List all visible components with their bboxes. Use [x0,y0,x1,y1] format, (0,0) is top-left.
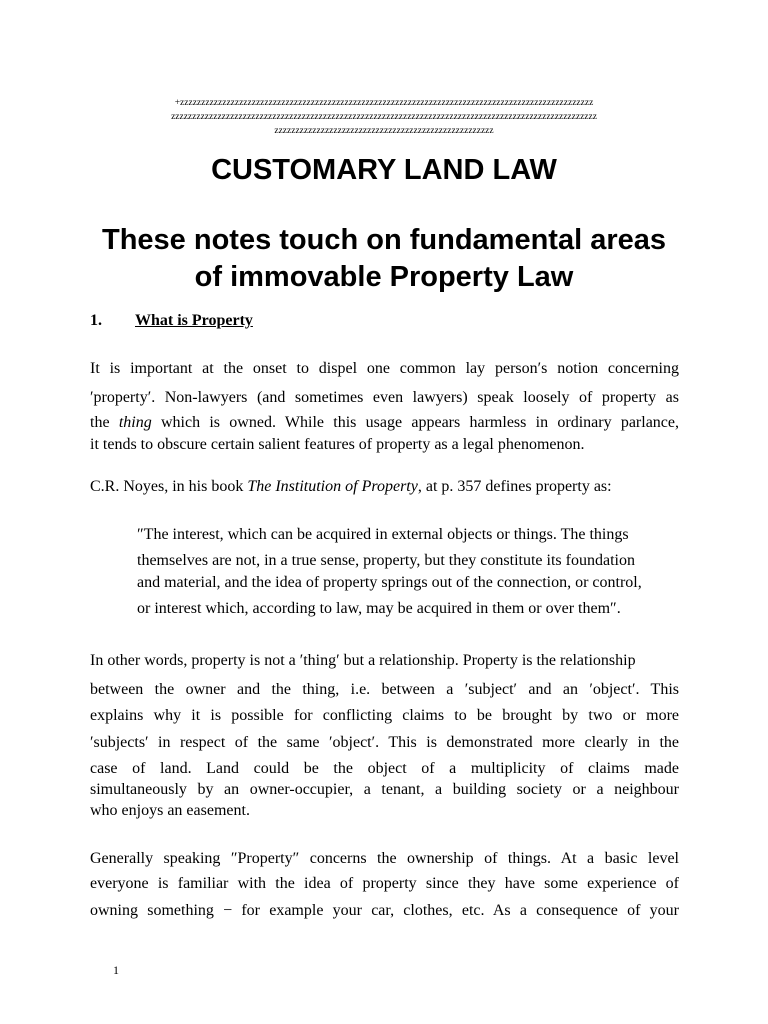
paragraph-line: explains why it is possible for conflicting claims to be brought by two or more [90,707,679,724]
paragraph-line-text: ′property′. Non-lawyers (and sometimes even lawyers) speak loosely of property as [90,389,679,406]
paragraph-line: everyone is familiar with the idea of property since they have some experience of [90,875,679,892]
section-number: 1. [90,312,102,329]
header-z-line: +zzzzzzzzzzzzzzzzzzzzzzzzzzzzzzzzzzzzzzzzzzzzzzzzzzzzzzzzzzzzzzzzzzzzzzzzzzzzzzzzzzzzzzzzzzzzzzzzzz [174,98,594,108]
paragraph-line: owning something − for example your car, clothes, etc. As a consequence of your [90,902,679,919]
paragraph-line: who enjoys an easement. [90,802,250,819]
quote-line: ″The interest, which can be acquired in external objects or things. The things [137,526,629,543]
paragraph-1 [90,358,680,453]
paragraph-text: , at p. 357 defines property as: [417,478,612,495]
subtitle-line: of immovable Property Law [194,261,574,293]
paragraph-line [90,412,679,434]
document-title: CUSTOMARY LAND LAW [211,154,557,186]
paragraph-4 [90,848,679,928]
paragraph-line: In other words, property is not a ′thing′ but a relationship. Property is the relationship [90,652,636,669]
paragraph-line: between the owner and the thing, i.e. between a ′subject′ and an ′object′. This [90,681,679,698]
header-z-line: zzzzzzzzzzzzzzzzzzzzzzzzzzzzzzzzzzzzzzzzzzzzzzzzzzzzzzzzzzzzzzzzzzzzzzzzzzzzzzzzzzzzzzzzzzzzzzzzzzzzz [171,112,597,122]
page-number: 1 [113,963,119,977]
paragraph-line: ′subjects′ in respect of the same ′object′. This is demonstrated more clearly in the [90,734,679,751]
paragraph-text: which is owned. While this usage appears harmless in ordinary parlance, [151,414,680,431]
paragraph-line: case of land. Land could be the object of a multiplicity of claims made [90,760,679,777]
paragraph-line: simultaneously by an owner-occupier, a tenant, a building society or a neighbour [90,781,679,798]
book-title: The Institution of Property [247,478,418,495]
paragraph-3 [90,650,679,830]
document-subtitle [60,222,708,296]
section-title: What is Property [135,312,253,329]
quote-line: themselves are not, in a true sense, property, but they constitute its foundation [137,552,635,569]
quote-line: or interest which, according to law, may be acquired in them or over them″. [137,600,621,617]
emphasis-text: thing [118,414,152,431]
header-z-line: zzzzzzzzzzzzzzzzzzzzzzzzzzzzzzzzzzzzzzzzzzzzzzzzzzzz [274,126,494,136]
subtitle-line: These notes touch on fundamental areas [102,224,666,256]
paragraph-text: the [90,414,119,431]
paragraph-line: Generally speaking ″Property″ concerns the ownership of things. At a basic level [90,850,679,867]
paragraph-text: C.R. Noyes, in his book [90,478,248,495]
paragraph-line: it tends to obscure certain salient features of property as a legal phenomenon. [90,436,585,453]
paragraph-line [90,476,679,498]
paragraph-line [90,387,679,409]
paragraph-2 [90,476,679,498]
paragraph-line: It is important at the onset to dispel one common lay person′s notion concerning [90,360,679,377]
quote-line: and material, and the idea of property springs out of the connection, or control, [137,574,642,591]
